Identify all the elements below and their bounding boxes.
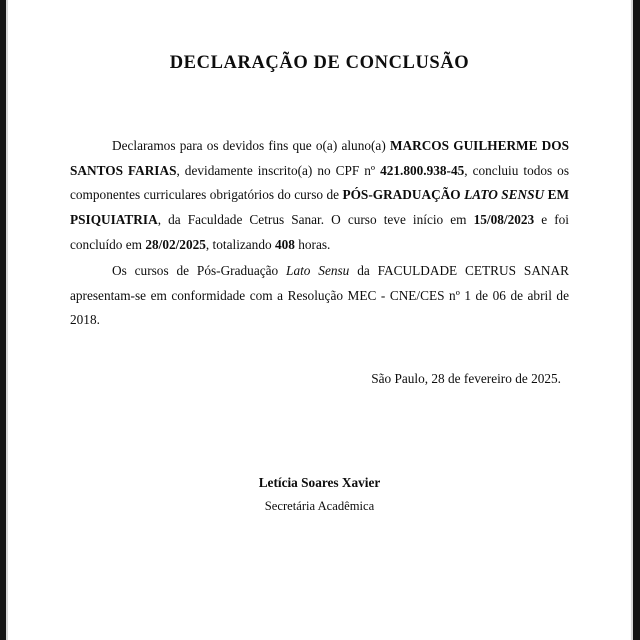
hours-unit-text: horas. xyxy=(294,236,331,252)
compliance-resolution-text: da FACULDADE CETRUS SANAR apresentam-se em conformidade com a Resolução MEC - CNE/CES nº 1 de 06 de abril de 2018. xyxy=(70,263,569,328)
course-total-hours: 408 xyxy=(274,236,295,252)
cpf-label-text: , devidamente inscrito(a) no CPF nº xyxy=(176,162,381,178)
paragraph-declaration xyxy=(70,134,569,257)
course-preposition: EM xyxy=(547,187,569,203)
document-text-block xyxy=(70,134,569,333)
course-level: PÓS-GRADUAÇÃO xyxy=(342,187,461,203)
document-body xyxy=(8,0,631,640)
institution-text: , da Faculdade Cetrus Sanar. O curso teve início em xyxy=(157,211,474,227)
student-name: MARCOS GUILHERME DOS SANTOS FARIAS xyxy=(70,138,569,178)
paragraph-compliance xyxy=(70,259,569,333)
scan-edge-band-right xyxy=(633,0,640,640)
conclusion-connector-text: e foi concluído em xyxy=(70,211,569,252)
course-name: PSIQUIATRIA xyxy=(70,211,158,227)
document-title: DECLARAÇÃO DE CONCLUSÃO xyxy=(169,53,470,73)
course-intro-text: , concluiu todos os componentes curriculares obrigatórios do curso de xyxy=(70,162,569,203)
student-cpf: 421.800.938-45 xyxy=(380,162,465,178)
signature-block xyxy=(70,470,569,519)
hours-connector-text: , totalizando xyxy=(205,236,275,252)
course-end-date: 28/02/2025 xyxy=(145,236,206,252)
place-and-date: São Paulo, 28 de fevereiro de 2025. xyxy=(371,370,561,386)
declaration-intro-text: Declaramos para os devidos fins que o(a) aluno(a) xyxy=(112,138,390,154)
compliance-latin-term: Lato Sensu xyxy=(286,263,350,279)
course-start-date: 15/08/2023 xyxy=(473,211,535,227)
course-latin-term: LATO SENSU xyxy=(464,187,545,203)
signatory-role: Secretária Acadêmica xyxy=(264,498,375,513)
scan-edge-shadow-right xyxy=(631,0,633,640)
compliance-intro-text: Os cursos de Pós-Graduação xyxy=(112,263,287,279)
signatory-name: Letícia Soares Xavier xyxy=(258,474,381,490)
